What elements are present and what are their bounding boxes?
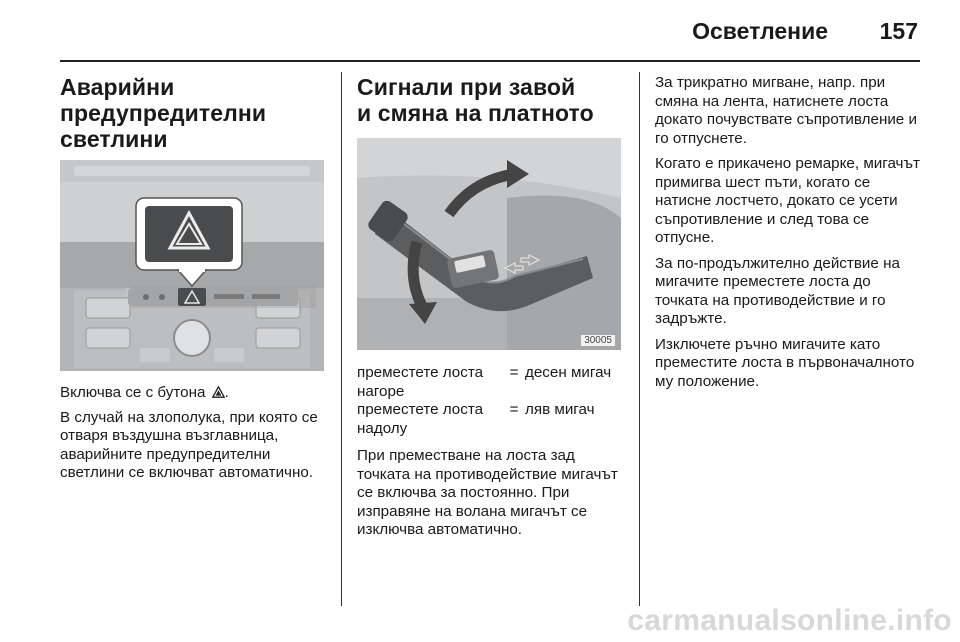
- page-title: Осветление: [692, 18, 828, 44]
- turn-signal-heading: Сигнали при завой и смяна на платното: [357, 74, 594, 126]
- switch-off-paragraph: Изключете ръчно мигачите като преместите лоста в първоначалното му положение.: [655, 335, 915, 390]
- hazard-triangle-icon: [212, 386, 225, 398]
- definition-row: [357, 364, 611, 401]
- airbag-paragraph: В случай на злополука, при която се отваря въздушна възглавница, аварийните предупредителни светлини се включват автоматично.: [60, 408, 318, 481]
- column-divider-2: [639, 72, 640, 606]
- page-header: [60, 0, 920, 60]
- middle-text: [357, 364, 629, 540]
- watermark: carmanualsonline.info: [627, 604, 952, 637]
- header-rule: [60, 60, 920, 62]
- left-text: [60, 384, 330, 483]
- image-reference-number: 30005: [581, 335, 615, 346]
- right-column: [655, 74, 921, 391]
- left-column: [60, 74, 330, 152]
- lever-definitions-table: [357, 364, 611, 438]
- definition-value: ляв мигач: [525, 401, 595, 418]
- definition-term: преместете лоста надолу: [357, 401, 484, 437]
- triple-flash-paragraph: За трикратно мигване, напр. при смяна на лента, натиснете лоста докато почувствате съпротивление и го отпуснете.: [655, 74, 917, 147]
- definition-equals: =: [509, 401, 519, 418]
- hazard-heading: Аварийни предупредителни светлини: [60, 74, 267, 152]
- column-divider-1: [341, 72, 342, 606]
- hazard-switch-paragraph: Включва се с бутона .: [60, 384, 229, 401]
- long-signal-paragraph: За по-продължително действие на мигачите преместете лоста до точката на противодействие и го задръжте.: [655, 254, 900, 327]
- turn-signal-lever-photo: [357, 138, 621, 350]
- page-number: 157: [879, 18, 918, 44]
- definition-row: [357, 401, 611, 438]
- definition-term: преместете лоста нагоре: [357, 364, 484, 400]
- hazard-button-photo: [60, 160, 324, 371]
- trailer-paragraph: Когато е прикачено ремарке, мигачът примигва шест пъти, когато се натисне лостчето, докато се усети съпротивление и след това се отпусне.: [655, 155, 920, 246]
- definition-value: десен мигач: [525, 364, 612, 381]
- middle-column: [357, 74, 627, 126]
- definition-equals: =: [509, 364, 519, 381]
- permanent-signal-paragraph: При преместване на лоста зад точката на противодействие мигачът се включва за постоянно. При изправяне на волана мигачът се изключва автоматично.: [357, 447, 618, 538]
